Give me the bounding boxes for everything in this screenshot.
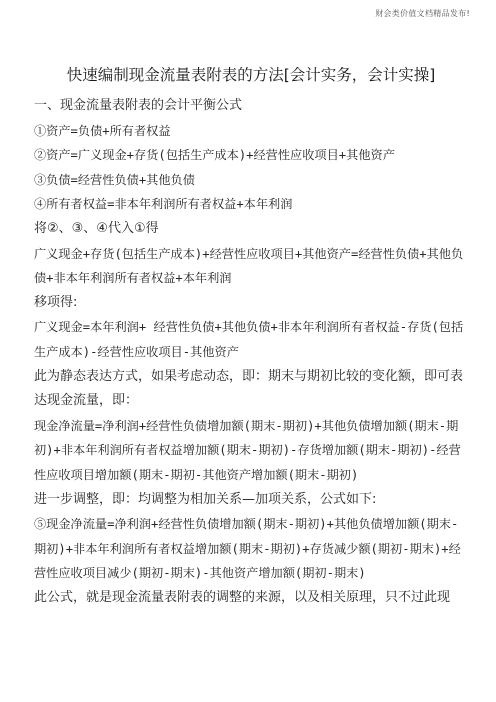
formula-line: 现金净流量=净利润+经营性负债增加额(期末-期初)+其他负债增加额(期末-期初)+非本年利润所有者权益增加额(期末-期初)-存货增加额(期末-期初)-经营性应收项目增加额(期末-期初-其他资产增加额(期末-期初) — [34, 418, 461, 482]
formula-line: ②资产=广义现金+存货(包括生产成本)+经营性应收项目+其他资产 — [34, 148, 395, 163]
paragraph: 移项得: — [34, 294, 78, 310]
formula-line: ④所有者权益=非本年利润所有者权益+本年利润 — [34, 197, 293, 212]
paragraph: 进一步调整，即：均调整为相加关系—加项关系，公式如下: — [34, 491, 377, 507]
formula-line: ①资产=负债+所有者权益 — [34, 123, 171, 138]
document-body — [34, 64, 468, 610]
formula-line: 广义现金=本年利润+ 经营性负债+其他负债+非本年利润所有者权益-存货(包括生产成本)-经营性应收项目-其他资产 — [34, 320, 464, 359]
section-heading: 一、现金流量表附表的会计平衡公式 — [34, 98, 243, 113]
paragraph: 此公式，就是现金流量表附表的调整的来源，以及相关原理，只不过此现 — [34, 589, 451, 605]
formula-line: 广义现金+存货(包括生产成本)+经营性应收项目+其他资产=经营性负债+其他负债+非本年利润所有者权益+本年利润 — [34, 246, 464, 286]
document-title: 快速编制现金流量表附表的方法[会计实务，会计实操] — [66, 66, 436, 84]
paragraph: 将②、③、④代入①得 — [34, 220, 159, 236]
formula-line: ⑤现金净流量=净利润+经营性负债增加额(期末-期初)+其他负债增加额(期末-期初)+非本年利润所有者权益增加额(期末-期初)+存货减少额(期初-期末)+经营性应收项目减少(期初-期末)-其他资产增加额(期初-期末) — [34, 517, 461, 581]
formula-line: ③负债=经营性负债+其他负债 — [34, 172, 195, 187]
header-note: 财会类价值文档精品发布! — [375, 9, 470, 18]
paragraph: 此为静态表达方式，如果考虑动态，即：期末与期初比较的变化额，即可表达现金流量，即： — [34, 368, 464, 409]
